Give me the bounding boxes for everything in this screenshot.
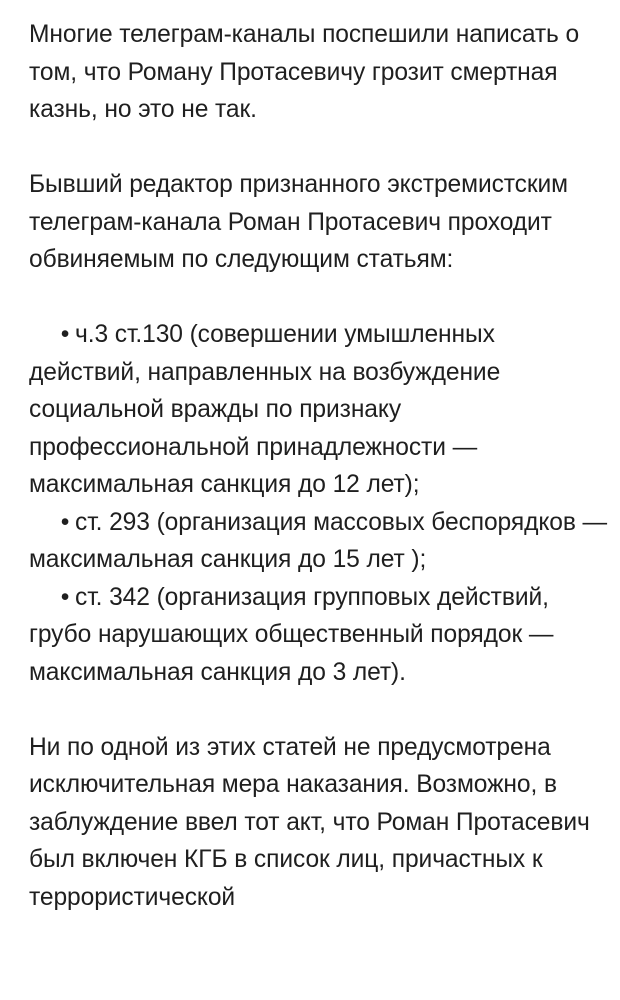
paragraph-conclusion: Ни по одной из этих статей не предусмотрена исключительная мера наказания. Возможно, в заблуждение ввел тот акт, что Роман Протасевич был включен КГБ в список лиц, причастных к террористической (29, 733, 590, 911)
bullet-icon: • (60, 508, 70, 536)
charge-text: ч.3 ст.130 (совершении умышленных действий, направленных на возбуждение социальной вражды по признаку профессиональной принадлежности — максимальная санкция до 12 лет); (29, 321, 501, 498)
list-item (29, 316, 609, 504)
list-item (29, 579, 609, 692)
paragraph-intro: Многие телеграм-каналы поспешили написать о том, что Роману Протасевичу грозит смертная казнь, но это не так. (29, 21, 580, 123)
paragraph-charges-intro: Бывший редактор признанного экстремистским телеграм-канала Роман Протасевич проходит обвиняемым по следующим статьям: (29, 171, 568, 273)
list-item (29, 504, 609, 579)
post-text (29, 16, 609, 916)
bullet-icon: • (60, 583, 70, 611)
charge-text: ст. 293 (организация массовых беспорядков — максимальная санкция до 15 лет ); (29, 508, 608, 573)
charges-list (29, 316, 609, 691)
charge-text: ст. 342 (организация групповых действий, грубо нарушающих общественный порядок — максимальная санкция до 3 лет). (29, 583, 554, 686)
bullet-icon: • (60, 321, 70, 348)
